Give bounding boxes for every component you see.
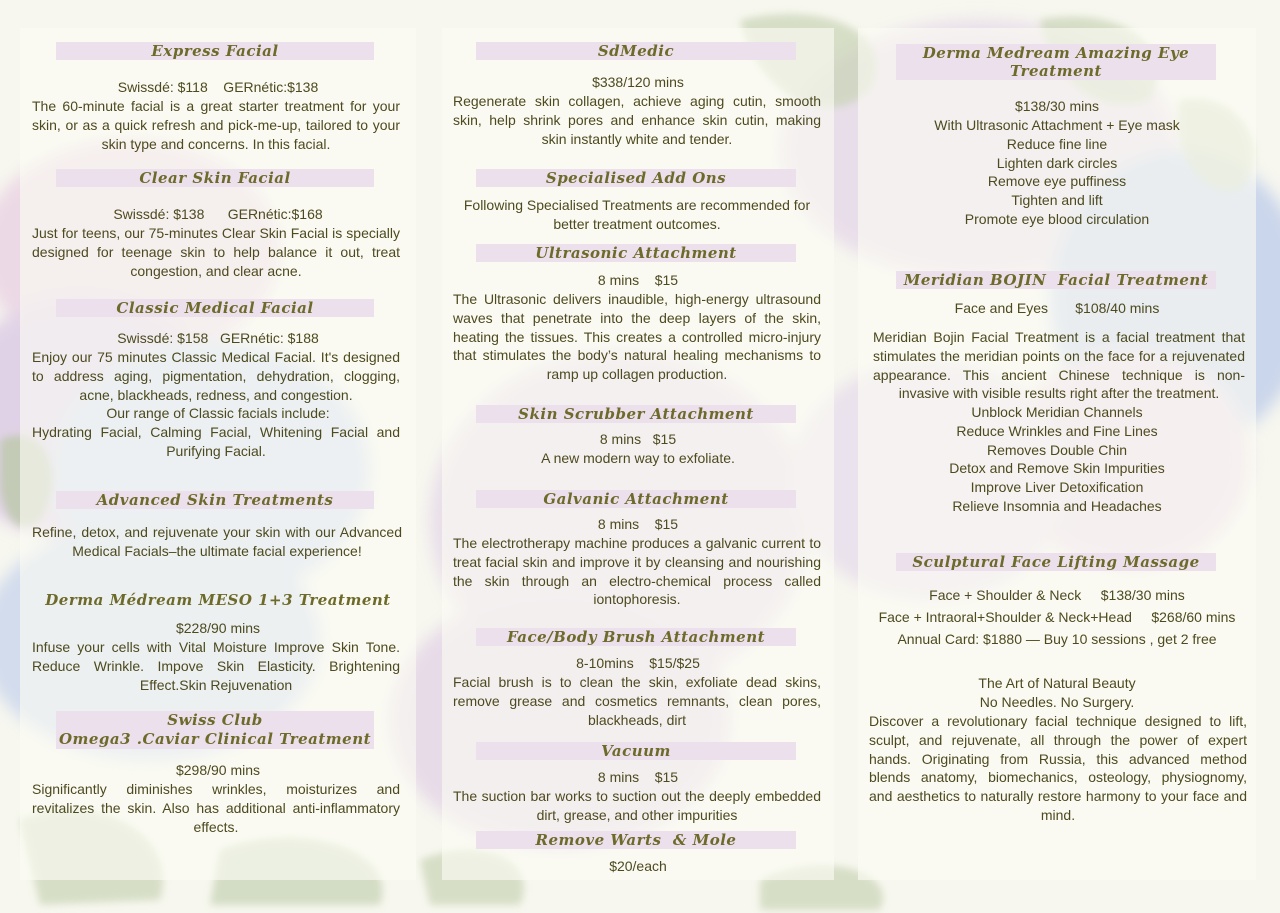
meridian-bojin-list [858, 403, 1256, 516]
vacuum-description: The suction bar works to suction out the deeply embedded dirt, grease, and other impurities [453, 788, 821, 823]
brush-attachment-description: Facial brush is to clean the skin, exfoliate dead skins, remove grease and cosmetics remnants, clean pores, blackheads, dirt [453, 674, 821, 728]
bojin-benefit: Unblock Meridian Channels [971, 404, 1143, 420]
sculptural-description: Discover a revolutionary facial technique designed to lift, sculpt, and rejuvenate, all through the power of expert hands. Originating from Russia, this advanced method blends anatomy, biomechanics, osteology, physiognomy, and aesthetics to naturally restore harmony to your face and mind. [869, 713, 1247, 823]
eye-benefit: Reduce fine line [1006, 135, 1108, 152]
classic-range-list: Hydrating Facial, Calming Facial, Whitening Facial and Purifying Facial. [32, 424, 400, 459]
bojin-benefit: Reduce Wrinkles and Fine Lines [956, 422, 1158, 439]
remove-warts-price: $20/each [609, 858, 667, 874]
meso-treatment-description: Infuse your cells with Vital Moisture Improve Skin Tone. Reduce Wrinkle. Impove Skin Elasticity. Brightening Effect.Skin Rejuvenation [32, 639, 400, 693]
skin-scrubber-price: 8 mins $15 [599, 431, 677, 447]
column-right [858, 28, 1256, 880]
bojin-benefit: Relieve Insomnia and Headaches [952, 497, 1162, 514]
swiss-club-title-line-1: Swiss Club [167, 711, 263, 729]
eye-treatment-price: $138/30 mins [1014, 98, 1100, 114]
sculptural-annual-card: Annual Card: $1880 — Buy 10 sessions , get 2 free [897, 631, 1217, 647]
sdmedic-title: SdMedic [476, 42, 796, 60]
meso-treatment-title: Derma Médream MESO 1+3 Treatment [45, 591, 391, 609]
classic-medical-facial-price: Swissdé: $158 GERnétic: $188 [117, 330, 319, 346]
galvanic-attachment-title: Galvanic Attachment [476, 490, 796, 508]
advanced-skin-treatments-title: Advanced Skin Treatments [56, 491, 374, 509]
bojin-benefit: Detox and Remove Skin Impurities [949, 460, 1165, 477]
brush-attachment-price: 8-10mins $15/$25 [576, 655, 700, 671]
sculptural-tagline-2: No Needles. No Surgery. [979, 694, 1135, 710]
meridian-bojin-title: Meridian BOJIN Facial Treatment [896, 271, 1216, 289]
specialised-add-ons-title: Specialised Add Ons [476, 169, 796, 187]
classic-medical-facial-description: Enjoy our 75 minutes Classic Medical Facial. It's designed to address aging, pigmentation, dehydration, clogging, acne, blackheads, redness, and congestion. [32, 349, 400, 403]
express-facial-price: Swissdé: $118 GERnétic:$138 [117, 79, 319, 95]
brush-attachment-title: Face/Body Brush Attachment [476, 628, 796, 646]
meso-treatment-price: $228/90 mins [175, 620, 261, 636]
swiss-club-title-line-2: Omega3 .Caviar Clinical Treatment [58, 730, 372, 748]
ultrasonic-attachment-description: The Ultrasonic delivers inaudible, high-energy ultrasound waves that penetrate into the deep layers of the skin, heating the tissues. This creates a controlled micro-injury that stimulates the body’s natural healing mechanisms to ramp up collagen production. [453, 291, 821, 383]
meridian-bojin-description: Meridian Bojin Facial Treatment is a facial treatment that stimulates the meridian points on the face for a rejuvenated appearance. This ancient Chinese technique is non-invasive with visible results right after the treatment. [873, 329, 1245, 402]
skin-scrubber-description: A new modern way to exfoliate. [541, 450, 735, 466]
sculptural-price-2: Face + Intraoral+Shoulder & Neck+Head $268/60 mins [878, 609, 1236, 625]
eye-benefit: Tighten and lift [1011, 192, 1103, 209]
express-facial-description: The 60-minute facial is a great starter treatment for your skin, or as a quick refresh and pick-me-up, tailored to your skin type and concerns. In this facial. [32, 98, 400, 152]
vacuum-title: Vacuum [476, 742, 796, 760]
eye-treatment-list [858, 116, 1256, 229]
sculptural-price-1: Face + Shoulder & Neck $138/30 mins [929, 587, 1185, 603]
eye-benefit: With Ultrasonic Attachment + Eye mask [934, 117, 1180, 133]
sculptural-massage-title: Sculptural Face Lifting Massage [896, 553, 1216, 571]
meridian-bojin-price: Face and Eyes $108/40 mins [954, 300, 1160, 316]
skin-scrubber-title: Skin Scrubber Attachment [476, 405, 796, 423]
swiss-club-price: $298/90 mins [175, 762, 261, 778]
classic-medical-facial-title: Classic Medical Facial [56, 299, 374, 317]
swiss-club-description: Significantly diminishes wrinkles, moisturizes and revitalizes the skin. Also has additional anti-inflammatory effects. [32, 781, 400, 835]
ultrasonic-attachment-title: Ultrasonic Attachment [476, 244, 796, 262]
eye-treatment-title: Derma Medream Amazing Eye Treatment [896, 44, 1216, 80]
sdmedic-price: $338/120 mins [592, 74, 684, 90]
remove-warts-title: Remove Warts & Mole [476, 831, 796, 849]
sculptural-tagline-1: The Art of Natural Beauty [978, 675, 1136, 691]
express-facial-title: Express Facial [56, 42, 374, 60]
eye-benefit: Remove eye puffiness [987, 173, 1127, 190]
eye-benefit: Lighten dark circles [996, 154, 1118, 171]
ultrasonic-attachment-price: 8 mins $15 [597, 272, 679, 288]
eye-benefit: Promote eye blood circulation [964, 210, 1150, 227]
galvanic-attachment-description: The electrotherapy machine produces a galvanic current to treat facial skin and improve it by cleansing and nourishing the skin through an electro-chemical process called iontophoresis. [453, 535, 821, 608]
vacuum-price: 8 mins $15 [597, 769, 679, 785]
clear-skin-facial-title: Clear Skin Facial [56, 169, 374, 187]
advanced-skin-treatments-description: Refine, detox, and rejuvenate your skin with our Advanced Medical Facials–the ultimate facial experience! [32, 524, 402, 559]
column-middle [442, 28, 834, 880]
bojin-benefit: Removes Double Chin [986, 441, 1128, 458]
sdmedic-description: Regenerate skin collagen, achieve aging cutin, smooth skin, help shrink pores and enhance skin cutin, making skin instantly white and tender. [453, 93, 821, 147]
swiss-club-title [56, 711, 374, 749]
clear-skin-facial-price: Swissdé: $138 GERnétic:$168 [113, 206, 323, 222]
galvanic-attachment-price: 8 mins $15 [597, 516, 679, 532]
clear-skin-facial-description: Just for teens, our 75-minutes Clear Skin Facial is specially designed for teenage skin to help balance it out, treat congestion, and clear acne. [32, 225, 400, 279]
specialised-add-ons-description: Following Specialised Treatments are recommended for better treatment outcomes. [463, 197, 811, 232]
classic-range-intro: Our range of Classic facials include: [106, 405, 330, 421]
column-left [20, 28, 416, 880]
bojin-benefit: Improve Liver Detoxification [970, 479, 1144, 496]
